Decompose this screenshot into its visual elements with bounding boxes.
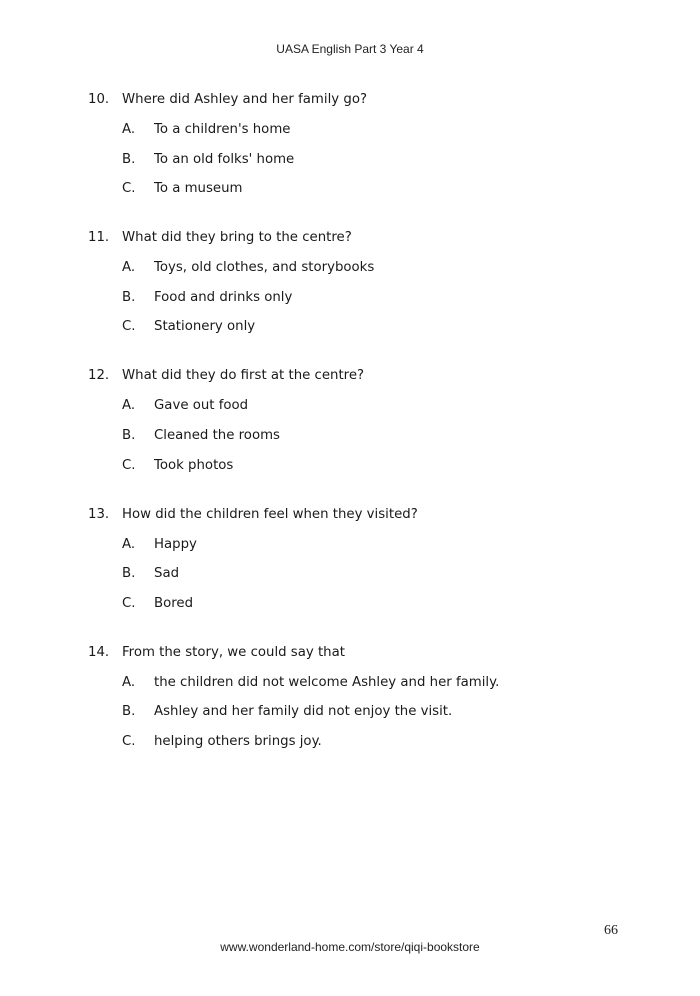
question-text: What did they do first at the centre? bbox=[122, 368, 365, 384]
option-text: Cleaned the rooms bbox=[154, 427, 280, 443]
footer-url: www.wonderland-home.com/store/qiqi-bookstore bbox=[220, 940, 480, 954]
option-letter: A. bbox=[122, 122, 136, 137]
option-text: To a children's home bbox=[154, 122, 291, 137]
question-text: From the story, we could say that bbox=[122, 644, 345, 660]
option-letter: B. bbox=[122, 427, 136, 443]
option-a bbox=[122, 396, 648, 416]
option-list bbox=[88, 396, 648, 475]
option-letter: B. bbox=[122, 289, 136, 305]
option-text: Stationery only bbox=[154, 319, 256, 335]
question-text: Where did Ashley and her family go? bbox=[122, 92, 368, 107]
option-list bbox=[88, 120, 648, 199]
option-letter: A. bbox=[122, 674, 136, 690]
question-11 bbox=[88, 228, 648, 337]
option-letter: B. bbox=[122, 704, 136, 720]
question-line bbox=[88, 643, 648, 663]
option-text: the children did not welcome Ashley and her family. bbox=[154, 674, 500, 690]
option-text: To an old folks' home bbox=[154, 151, 295, 167]
option-text: Gave out food bbox=[154, 398, 249, 414]
page-header: UASA English Part 3 Year 4 bbox=[276, 42, 424, 56]
option-c bbox=[122, 317, 648, 337]
option-text: Toys, old clothes, and storybooks bbox=[154, 260, 375, 276]
option-letter: C. bbox=[122, 319, 136, 335]
option-b bbox=[122, 702, 648, 722]
option-b bbox=[122, 564, 648, 584]
question-12 bbox=[88, 366, 648, 475]
option-a bbox=[122, 120, 648, 140]
option-text: Food and drinks only bbox=[154, 289, 293, 305]
option-text: To a museum bbox=[154, 181, 243, 197]
option-letter: B. bbox=[122, 151, 136, 167]
option-letter: C. bbox=[122, 181, 136, 197]
option-text: Ashley and her family did not enjoy the visit. bbox=[154, 704, 453, 720]
option-letter: B. bbox=[122, 566, 136, 582]
option-a bbox=[122, 258, 648, 278]
option-list bbox=[88, 673, 648, 752]
question-list bbox=[88, 90, 648, 781]
option-b bbox=[122, 288, 648, 308]
option-text: Bored bbox=[154, 595, 194, 611]
option-a bbox=[122, 673, 648, 693]
option-text: Sad bbox=[154, 566, 180, 582]
question-line bbox=[88, 90, 648, 110]
question-line bbox=[88, 505, 648, 525]
option-letter: A. bbox=[122, 260, 136, 276]
question-number: 10. bbox=[88, 92, 110, 107]
question-number: 12. bbox=[88, 368, 110, 384]
option-letter: C. bbox=[122, 733, 136, 749]
page-number: 66 bbox=[604, 923, 618, 938]
option-list bbox=[88, 535, 648, 614]
option-text: Happy bbox=[154, 536, 197, 552]
option-c bbox=[122, 732, 648, 752]
option-b bbox=[122, 150, 648, 170]
question-text: What did they bring to the centre? bbox=[122, 230, 352, 246]
option-c bbox=[122, 594, 648, 614]
question-line bbox=[88, 366, 648, 386]
question-text: How did the children feel when they visited? bbox=[122, 506, 418, 522]
option-a bbox=[122, 535, 648, 555]
option-text: Took photos bbox=[154, 457, 234, 473]
option-letter: A. bbox=[122, 398, 136, 414]
option-text: helping others brings joy. bbox=[154, 733, 322, 749]
question-number: 11. bbox=[88, 230, 110, 246]
question-10 bbox=[88, 90, 648, 199]
option-letter: C. bbox=[122, 457, 136, 473]
question-number: 13. bbox=[88, 506, 110, 522]
question-number: 14. bbox=[88, 644, 110, 660]
option-b bbox=[122, 426, 648, 446]
option-letter: A. bbox=[122, 536, 136, 552]
option-c bbox=[122, 179, 648, 199]
option-list bbox=[88, 258, 648, 337]
question-14 bbox=[88, 643, 648, 752]
option-c bbox=[122, 456, 648, 476]
question-13 bbox=[88, 505, 648, 614]
question-line bbox=[88, 228, 648, 248]
option-letter: C. bbox=[122, 595, 136, 611]
